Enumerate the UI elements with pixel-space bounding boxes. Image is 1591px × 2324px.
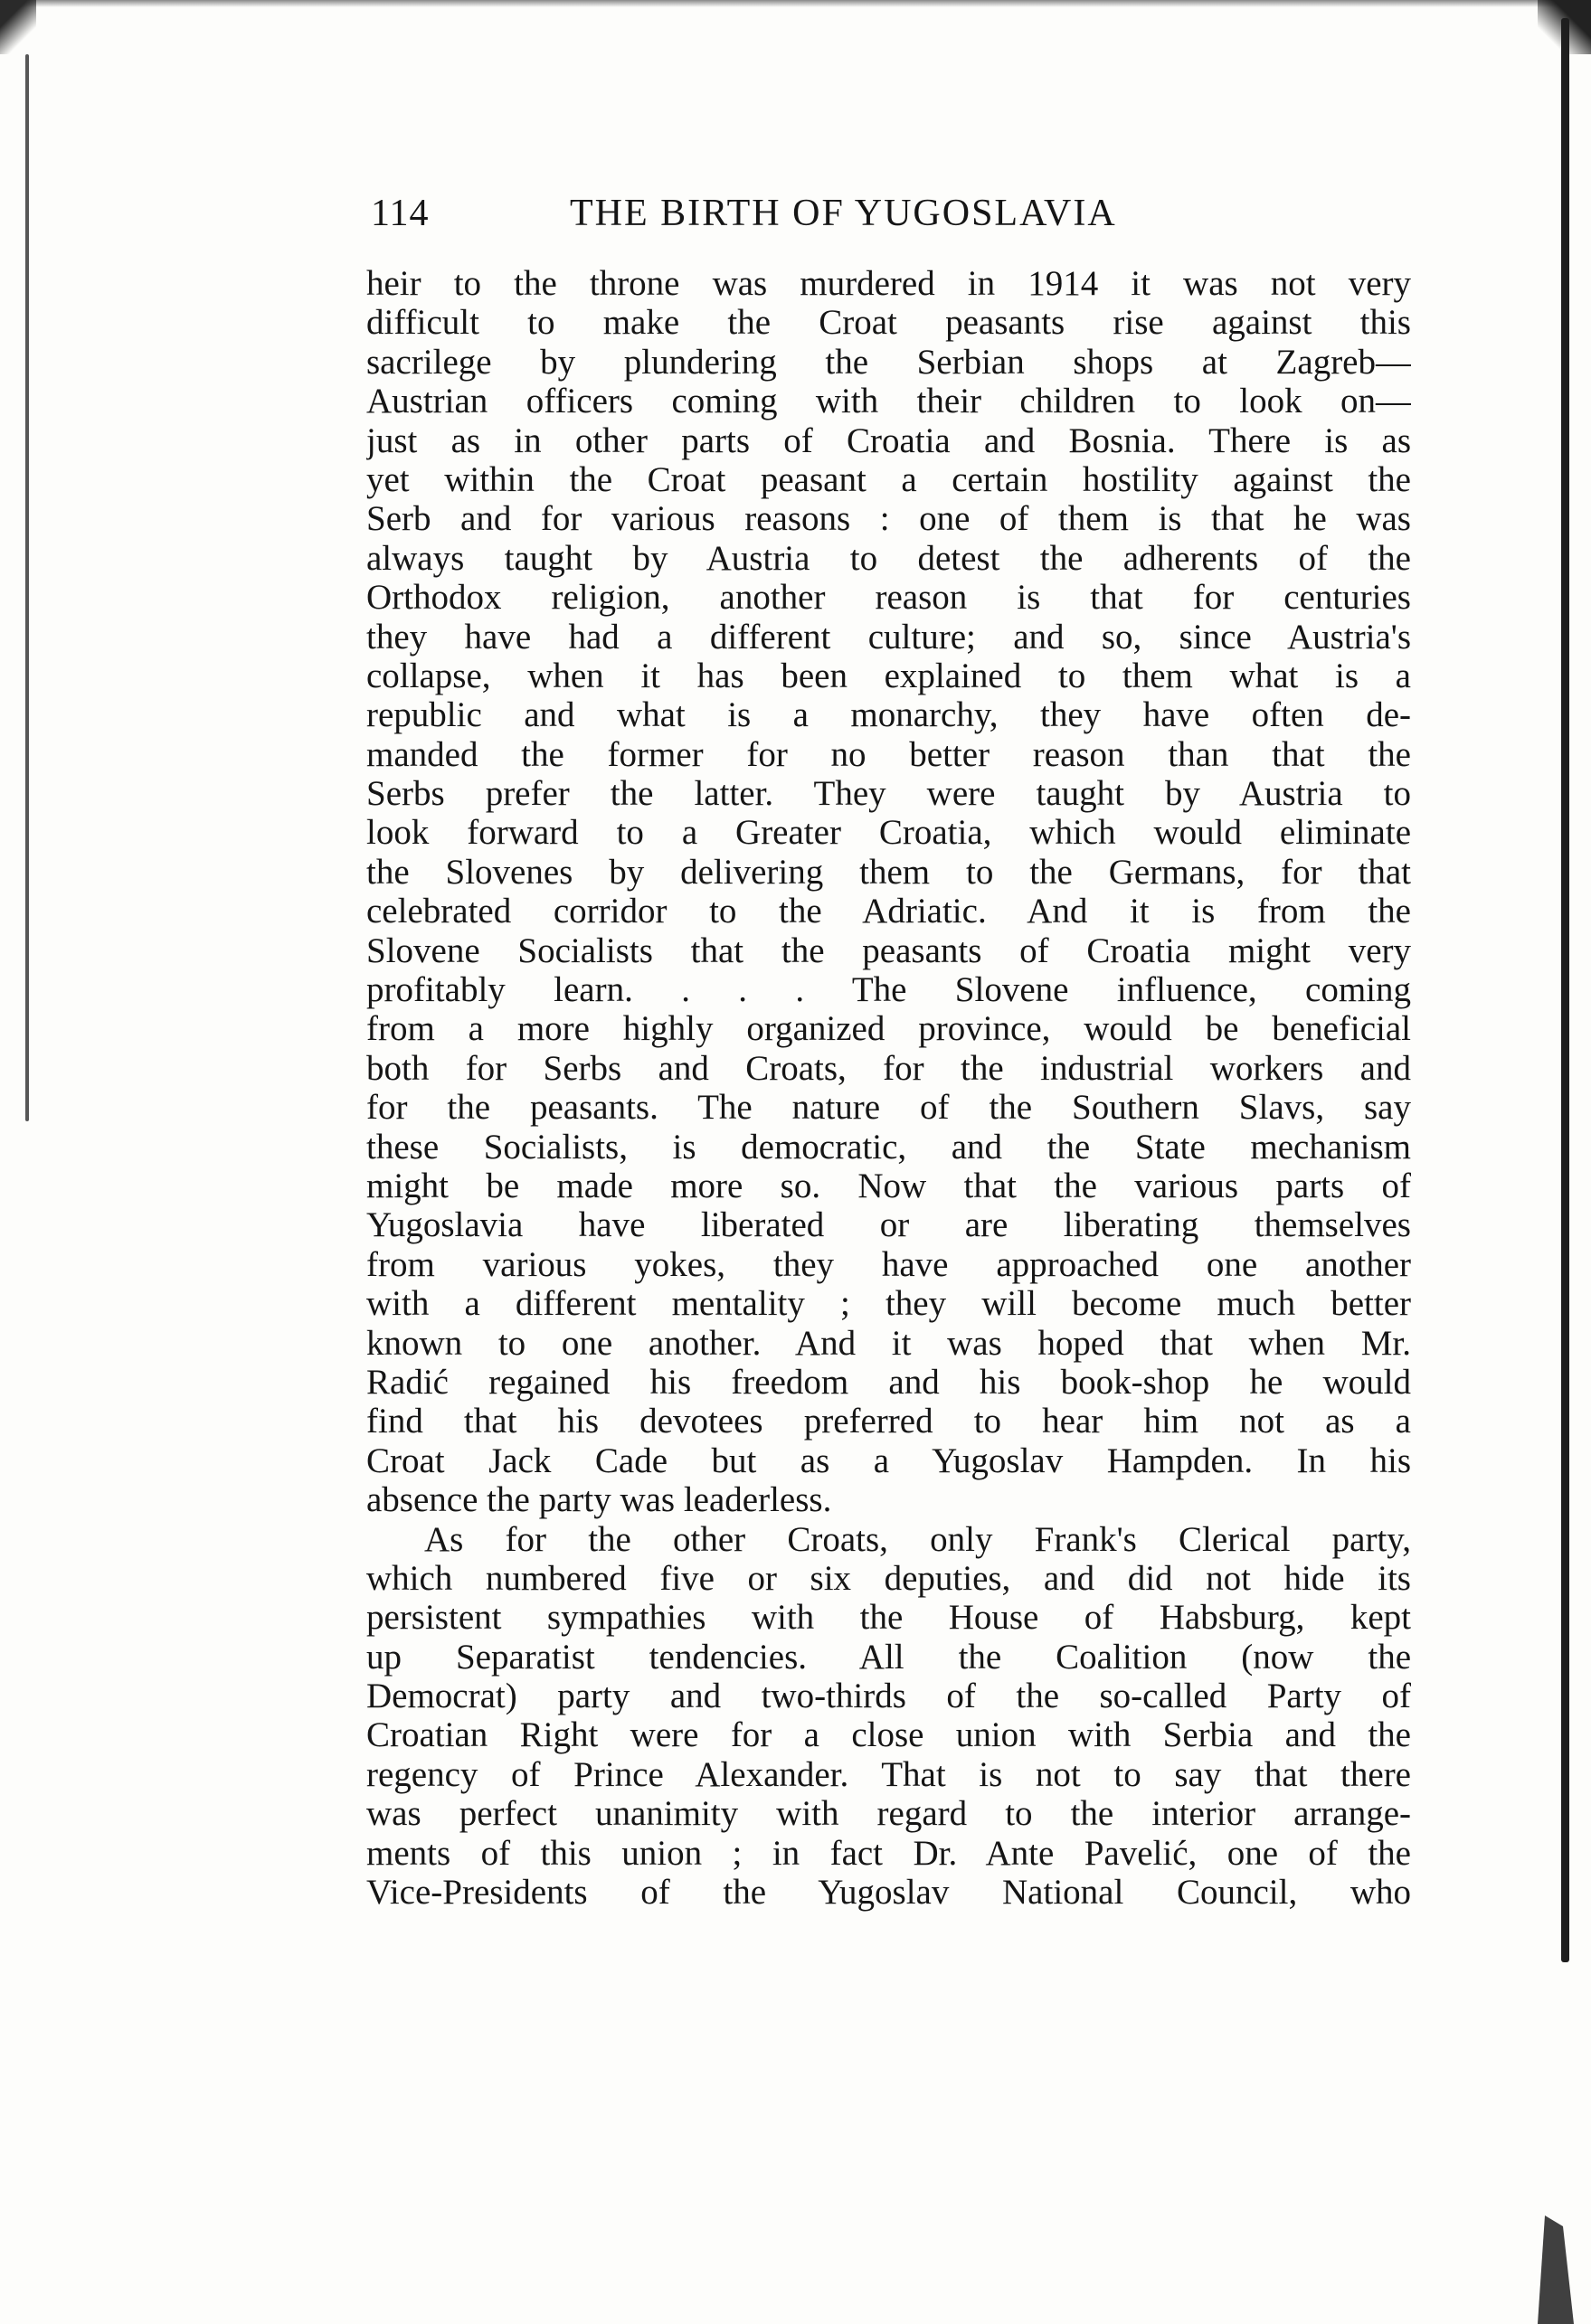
text-line: always taught by Austria to detest the adherents of the xyxy=(366,538,1411,578)
text-line: from various yokes, they have approached one another xyxy=(366,1244,1411,1284)
scan-corner-mark-bottom xyxy=(1538,2215,1574,2324)
text-line: Yugoslavia have liberated or are liberating themselves xyxy=(366,1205,1411,1245)
text-line: find that his devotees preferred to hear him not as a xyxy=(366,1402,1411,1441)
text-line: just as in other parts of Croatia and Bosnia. There is as xyxy=(366,420,1411,460)
text-line: persistent sympathies with the House of Habsburg, kept xyxy=(366,1598,1411,1638)
text-line: with a different mentality ; they will become much better xyxy=(366,1284,1411,1324)
paragraph-last-line: absence the party was leaderless. xyxy=(366,1480,832,1520)
scan-edge-right xyxy=(1561,18,1569,1962)
text-line: Democrat) party and two-thirds of the so-called Party of xyxy=(366,1677,1411,1716)
text-line: might be made more so. Now that the various parts of xyxy=(366,1166,1411,1205)
scan-corner-mark-left xyxy=(0,0,36,54)
scan-edge-left xyxy=(25,54,29,1121)
text-line: regency of Prince Alexander. That is not to say that there xyxy=(366,1754,1411,1794)
text-line: up Separatist tendencies. All the Coalition (now the xyxy=(366,1637,1411,1677)
text-line: difficult to make the Croat peasants rise against this xyxy=(366,303,1411,343)
text-line: these Socialists, is democratic, and the State mechanism xyxy=(366,1127,1411,1167)
text-line: yet within the Croat peasant a certain hostility against the xyxy=(366,459,1411,499)
text-line: Orthodox religion, another reason is that for centuries xyxy=(366,578,1411,618)
text-line: heir to the throne was murdered in 1914 it was not very xyxy=(366,264,1411,303)
text-line: Croatian Right were for a close union with Serbia and the xyxy=(366,1715,1411,1755)
body-text xyxy=(366,264,1411,1912)
text-line: was perfect unanimity with regard to the interior arrange- xyxy=(366,1794,1411,1834)
text-line: sacrilege by plundering the Serbian shops at Zagreb— xyxy=(366,342,1411,382)
paragraph-first-line: As for the other Croats, only Frank's Clerical party, xyxy=(424,1519,1411,1559)
text-line: for the peasants. The nature of the Southern Slavs, say xyxy=(366,1088,1411,1128)
text-line: Croat Jack Cade but as a Yugoslav Hampden. In his xyxy=(366,1441,1411,1480)
scan-edge-top xyxy=(0,0,1591,7)
text-line: republic and what is a monarchy, they have often de- xyxy=(366,695,1411,735)
text-line: collapse, when it has been explained to them what is a xyxy=(366,656,1411,695)
text-line: they have had a different culture; and so, since Austria's xyxy=(366,617,1411,657)
text-line: celebrated corridor to the Adriatic. And it is from the xyxy=(366,892,1411,931)
running-title: THE BIRTH OF YUGOSLAVIA xyxy=(570,193,1117,234)
text-line: the Slovenes by delivering them to the Germans, for that xyxy=(366,852,1411,892)
text-line: known to one another. And it was hoped that when Mr. xyxy=(366,1323,1411,1363)
text-line: Serb and for various reasons : one of them is that he was xyxy=(366,499,1411,539)
text-line: profitably learn. . . . The Slovene influence, coming xyxy=(366,970,1411,1010)
text-line: ments of this union ; in fact Dr. Ante Pavelić, one of the xyxy=(366,1833,1411,1873)
text-line: both for Serbs and Croats, for the industrial workers and xyxy=(366,1048,1411,1088)
text-line: manded the former for no better reason than that the xyxy=(366,734,1411,774)
text-line: Slovene Socialists that the peasants of Croatia might very xyxy=(366,931,1411,970)
page-number: 114 xyxy=(371,193,430,234)
text-line: which numbered five or six deputies, and did not hide its xyxy=(366,1558,1411,1598)
text-line: Vice-Presidents of the Yugoslav National Council, who xyxy=(366,1873,1411,1913)
running-head xyxy=(371,192,1411,250)
text-line: Radić regained his freedom and his book-shop he would xyxy=(366,1362,1411,1402)
text-line: look forward to a Greater Croatia, which would eliminate xyxy=(366,813,1411,853)
text-line: Serbs prefer the latter. They were taught by Austria to xyxy=(366,774,1411,814)
text-line: from a more highly organized province, would be beneficial xyxy=(366,1009,1411,1049)
text-line: Austrian officers coming with their children to look on— xyxy=(366,382,1411,421)
